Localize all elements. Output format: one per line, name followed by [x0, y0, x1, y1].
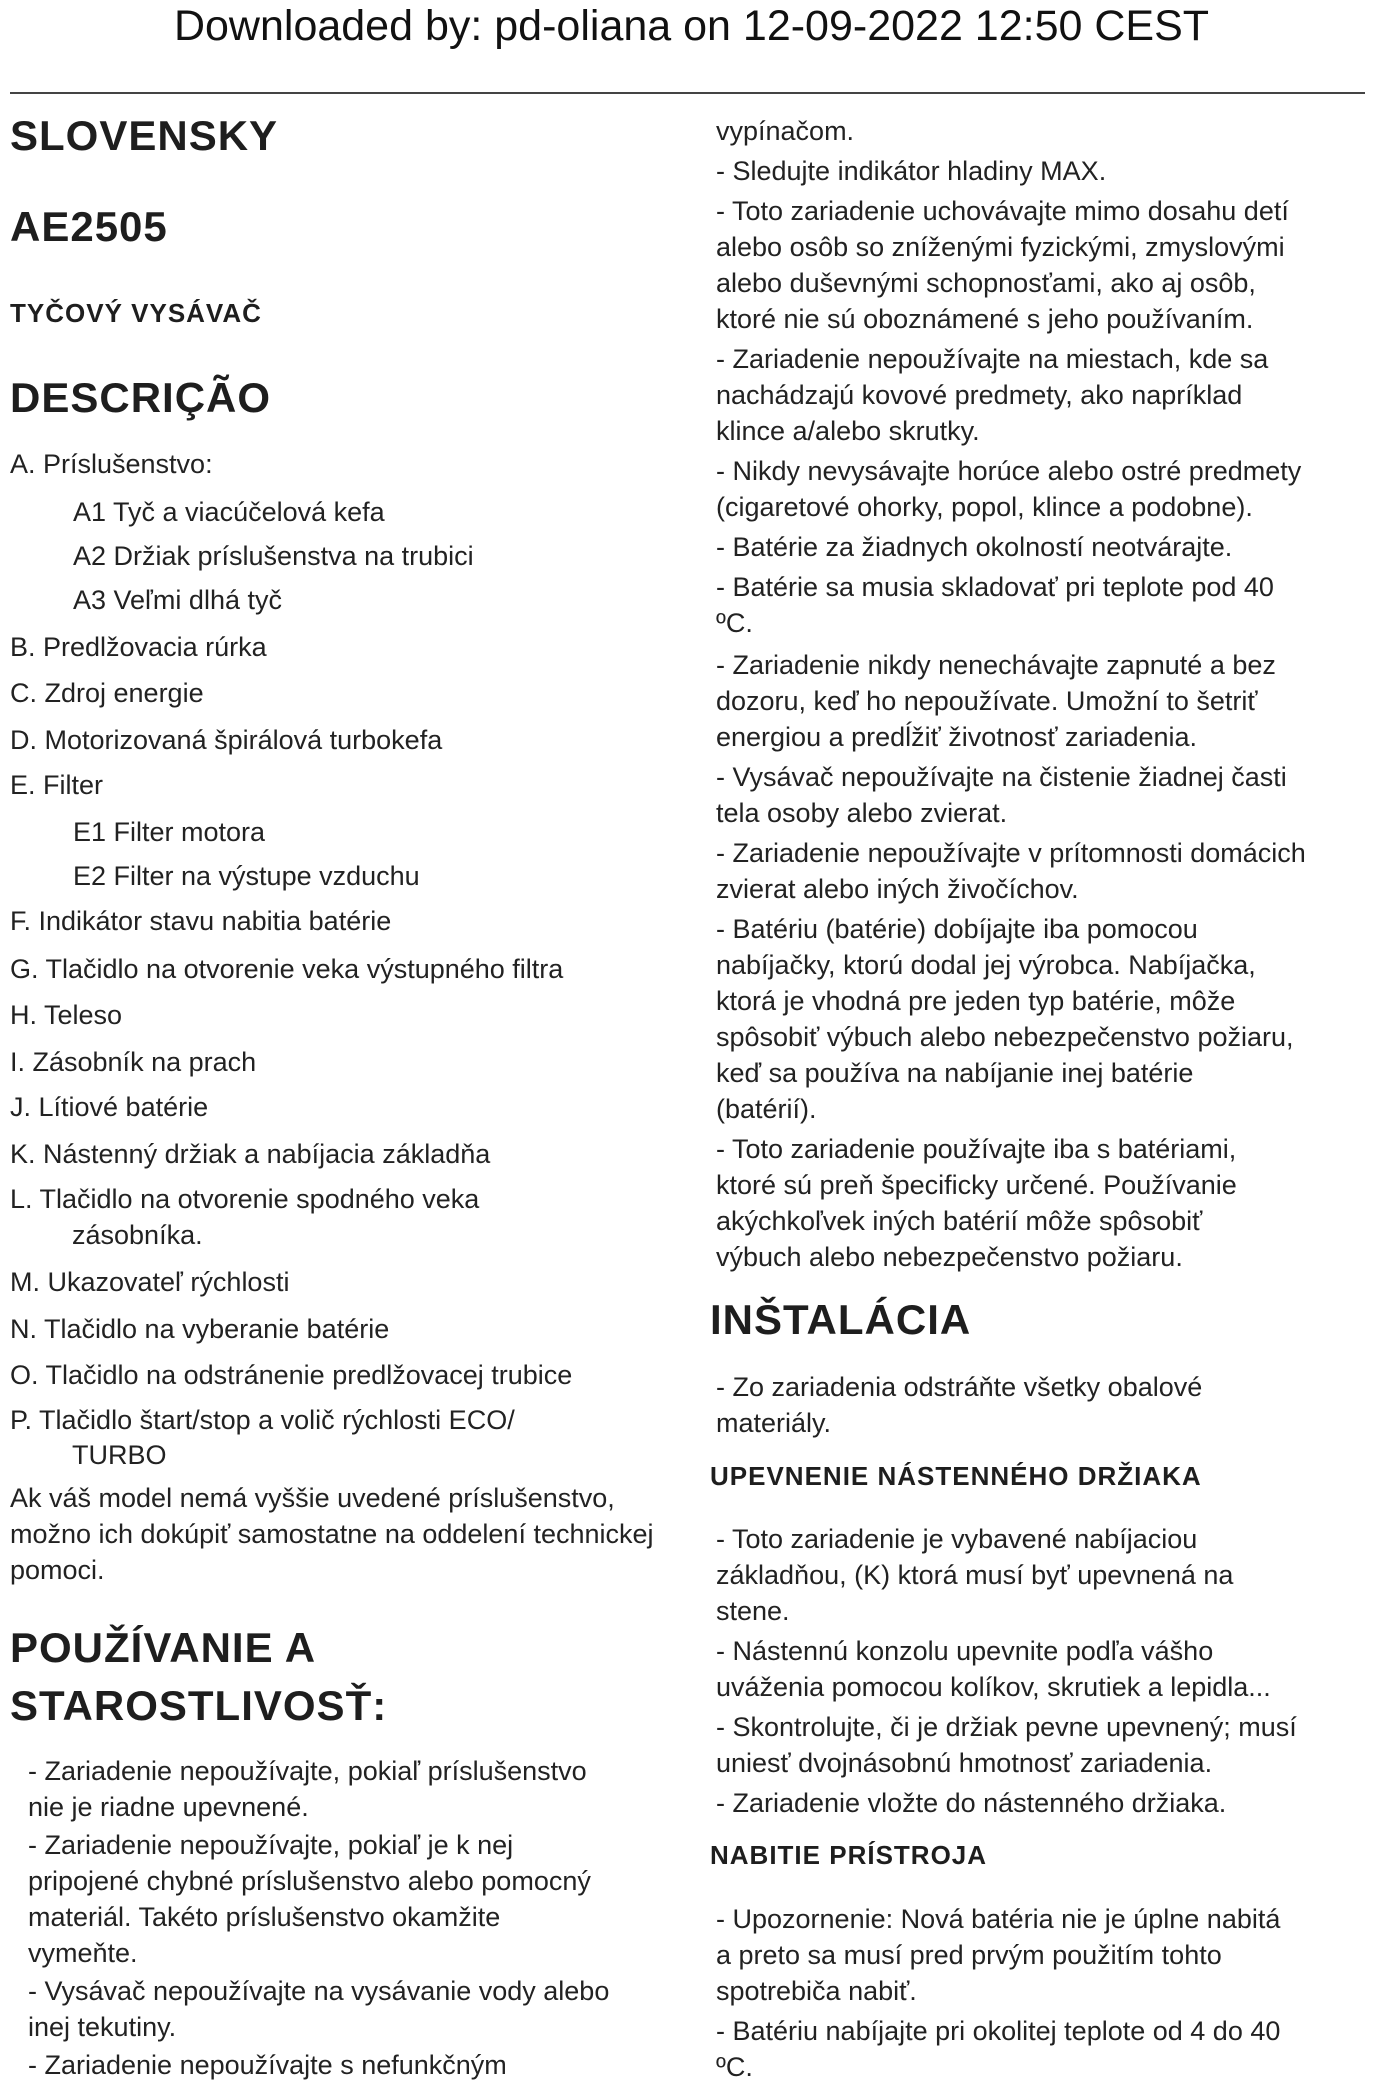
safety-line: - Zariadenie nepoužívajte v prítomnosti domácich [716, 838, 1306, 868]
usage-line: inej tekutiny. [28, 2012, 177, 2042]
part-item: N. Tlačidlo na vyberanie batérie [10, 1314, 390, 1344]
accessories-note: Ak váš model nemá vyššie uvedené príslušenstvo, možno ich dokúpiť samostatne na oddelení technickej pomoci. [10, 1483, 654, 1585]
part-item: O. Tlačidlo na odstránenie predlžovacej trubice [10, 1360, 573, 1390]
part-item: M. Ukazovateľ rýchlosti [10, 1267, 290, 1297]
usage-line: pripojené chybné príslušenstvo alebo pomocný [28, 1866, 591, 1896]
wall-mount-heading: UPEVNENIE NÁSTENNÉHO DRŽIAKA [710, 1461, 1202, 1491]
safety-line: keď sa používa na nabíjanie inej batérie [716, 1058, 1194, 1088]
safety-line: nachádzajú kovové predmety, ako napríklad [716, 380, 1243, 410]
safety-line: zvierat alebo iných živočíchov. [716, 874, 1079, 904]
usage-line: vymeňte. [28, 1938, 138, 1968]
safety-line: - Sledujte indikátor hladiny MAX. [716, 156, 1107, 186]
safety-line: dozoru, keď ho nepoužívate. Umožní to šetriť [716, 686, 1258, 716]
install-line: - Zo zariadenia odstráňte všetky obalové [716, 1372, 1203, 1402]
safety-line: spôsobiť výbuch alebo nebezpečenstvo požiaru, [716, 1022, 1294, 1052]
charge-line: ºC. [716, 2052, 753, 2082]
download-header: Downloaded by: pd-oliana on 12-09-2022 12:50 CEST [173, 2, 1210, 50]
charge-line: spotrebiča nabiť. [716, 1976, 917, 2006]
part-item: E. Filter [10, 770, 104, 800]
safety-line: alebo osôb so zníženými fyzickými, zmyslovými [716, 232, 1285, 262]
safety-line: - Toto zariadenie uchovávajte mimo dosahu detí [716, 196, 1289, 226]
mount-line: základňou, (K) ktorá musí byť upevnená na [716, 1560, 1234, 1590]
safety-line: - Nikdy nevysávajte horúce alebo ostré predmety [716, 456, 1302, 486]
mount-line: - Nástennú konzolu upevnite podľa vášho [716, 1636, 1214, 1666]
part-subitem: A2 Držiak príslušenstva na trubici [73, 541, 474, 571]
part-item-continuation: TURBO [72, 1440, 167, 1470]
part-item: F. Indikátor stavu nabitia batérie [10, 906, 392, 936]
charge-line: a preto sa musí pred prvým použitím tohto [716, 1940, 1222, 1970]
charge-line: - Upozornenie: Nová batéria nie je úplne nabitá [716, 1904, 1281, 1934]
part-subitem: A3 Veľmi dlhá tyč [73, 585, 282, 615]
part-subitem: E1 Filter motora [73, 817, 266, 847]
part-item: C. Zdroj energie [10, 678, 204, 708]
mount-line: - Zariadenie vložte do nástenného držiaka. [716, 1788, 1227, 1818]
model-heading: AE2505 [10, 203, 168, 250]
usage-line: - Vysávač nepoužívajte na vysávanie vody alebo [28, 1976, 610, 2006]
mount-line: stene. [716, 1596, 790, 1626]
part-item: B. Predlžovacia rúrka [10, 632, 267, 662]
part-item-continuation: zásobníka. [72, 1220, 203, 1250]
safety-line: nabíjačky, ktorú dodal jej výrobca. Nabíjačka, [716, 950, 1256, 980]
safety-line: tela osoby alebo zvierat. [716, 798, 1008, 828]
part-item: D. Motorizovaná špirálová turbokefa [10, 725, 443, 755]
charge-line: - Batériu nabíjajte pri okolitej teplote od 4 do 40 [716, 2016, 1281, 2046]
safety-line: klince a/alebo skrutky. [716, 416, 980, 446]
part-item: H. Teleso [10, 1000, 123, 1030]
usage-heading-line1: POUŽÍVANIE A [10, 1624, 317, 1671]
mount-line: - Toto zariadenie je vybavené nabíjaciou [716, 1524, 1198, 1554]
charging-heading: NABITIE PRÍSTROJA [710, 1840, 988, 1870]
mount-line: - Skontrolujte, či je držiak pevne upevnený; musí [716, 1712, 1297, 1742]
usage-heading-line2: STAROSTLIVOSŤ: [10, 1682, 388, 1729]
part-item: L. Tlačidlo na otvorenie spodného veka [10, 1184, 480, 1214]
usage-line: materiál. Takéto príslušenstvo okamžite [28, 1902, 501, 1932]
safety-line: vypínačom. [716, 116, 855, 146]
safety-line: alebo duševnými schopnosťami, ako aj osôb, [716, 268, 1256, 298]
installation-heading: INŠTALÁCIA [710, 1296, 972, 1343]
safety-line: - Zariadenie nikdy nenechávajte zapnuté a bez [716, 650, 1276, 680]
description-heading: DESCRIÇÃO [10, 374, 272, 421]
install-line: materiály. [716, 1408, 832, 1438]
usage-line: - Zariadenie nepoužívajte, pokiaľ je k nej [28, 1830, 514, 1860]
usage-line: - Zariadenie nepoužívajte, pokiaľ príslušenstvo [28, 1756, 587, 1786]
part-item: K. Nástenný držiak a nabíjacia základňa [10, 1139, 491, 1169]
part-item: A. Príslušenstvo: [10, 449, 213, 479]
part-subitem: E2 Filter na výstupe vzduchu [73, 861, 420, 891]
safety-line: akýchkoľvek iných batérií môže spôsobiť [716, 1206, 1203, 1236]
safety-line: - Batérie za žiadnych okolností neotvárajte. [716, 532, 1233, 562]
mount-line: uniesť dvojnásobnú hmotnosť zariadenia. [716, 1748, 1213, 1778]
part-subitem: A1 Tyč a viacúčelová kefa [73, 497, 385, 527]
safety-line: - Vysávač nepoužívajte na čistenie žiadnej časti [716, 762, 1287, 792]
product-heading: TYČOVÝ VYSÁVAČ [10, 298, 262, 328]
header-divider [10, 92, 1365, 94]
safety-line: energiou a predĺžiť životnosť zariadenia. [716, 722, 1198, 752]
part-item: I. Zásobník na prach [10, 1047, 257, 1077]
language-heading: SLOVENSKY [10, 112, 279, 159]
safety-line: (cigaretové ohorky, popol, klince a podobne). [716, 492, 1253, 522]
usage-line: nie je riadne upevnené. [28, 1792, 309, 1822]
safety-line: ktoré nie sú oboznámené s jeho používaním. [716, 304, 1254, 334]
safety-line: výbuch alebo nebezpečenstvo požiaru. [716, 1242, 1183, 1272]
part-item: P. Tlačidlo štart/stop a volič rýchlosti ECO/ [10, 1405, 515, 1435]
safety-line: (batérií). [716, 1094, 817, 1124]
usage-line: - Zariadenie nepoužívajte s nefunkčným [28, 2050, 507, 2080]
safety-line: - Toto zariadenie používajte iba s batériami, [716, 1134, 1237, 1164]
safety-line: - Zariadenie nepoužívajte na miestach, kde sa [716, 344, 1269, 374]
safety-line: ºC. [716, 608, 753, 638]
safety-line: - Batériu (batérie) dobíjajte iba pomocou [716, 914, 1198, 944]
safety-line: ktoré sú preň špecificky určené. Používanie [716, 1170, 1237, 1200]
safety-line: ktorá je vhodná pre jeden typ batérie, môže [716, 986, 1236, 1016]
part-item: J. Lítiové batérie [10, 1092, 209, 1122]
mount-line: uváženia pomocou kolíkov, skrutiek a lepidla... [716, 1672, 1271, 1702]
part-item: G. Tlačidlo na otvorenie veka výstupného filtra [10, 954, 564, 984]
safety-line: - Batérie sa musia skladovať pri teplote pod 40 [716, 572, 1274, 602]
